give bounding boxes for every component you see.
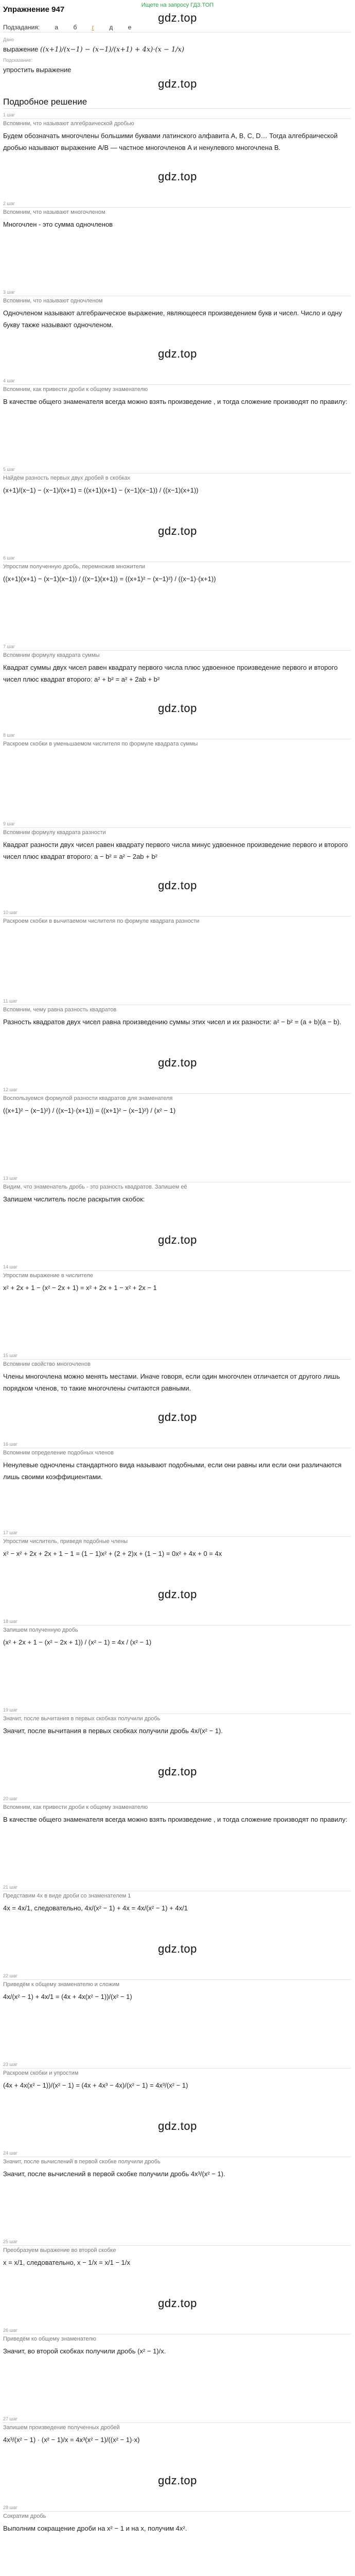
subtask-e[interactable]: е (128, 24, 132, 31)
step-text: Значит, после вычислений в первой скобке получили дробь 4x³/(x² − 1). (3, 2170, 225, 2178)
watermark: gdz.top (158, 702, 197, 715)
step-text: (x+1)/(x−1) − (x−1)/(x+1) = ((x+1)(x+1) − (x−1)(x−1)) / ((x−1)(x+1)) (3, 486, 199, 494)
top-note: Ищете на запросу ГДЗ.ТОП (141, 2, 214, 8)
step-number: 4 шаг (3, 378, 15, 383)
step-caption: Упростим числитель, приведя подобные члены (3, 1538, 128, 1545)
step-caption: Раскроем скобки в вычитаемом числителя по формуле квадрата разности (3, 918, 200, 924)
subtask-b[interactable]: б (73, 24, 77, 31)
step-text: Квадрат суммы двух чисел равен квадрату первого числа плюс удвоенное произведение первого и второго чисел плюс квадрат второго: a² + b² = a² + 2ab + b² (3, 664, 338, 683)
step-text: 4x = 4x/1, следовательно, 4x/(x² − 1) + 4x = 4x/(x² − 1) + 4x/1 (3, 1904, 188, 1912)
step-caption: Вспомним определение подобных членов (3, 1450, 114, 1456)
subtask-a[interactable]: а (55, 24, 59, 31)
step-number: 11 шаг (3, 998, 17, 1004)
step-caption: Вспомним, что называют многочленом (3, 209, 105, 215)
divider (3, 2511, 351, 2512)
step-number: 22 шаг (3, 1973, 18, 1978)
step-caption: Раскроем скобки в уменьшаемом числителя по формуле квадрата суммы (3, 741, 198, 747)
step-number: 26 шаг (3, 2328, 18, 2333)
step-caption: Представим 4x в виде дроби со знаменателем 1 (3, 1893, 131, 1899)
divider (3, 2422, 351, 2423)
watermark: gdz.top (158, 2474, 197, 2487)
step-text: 4x³/(x² − 1) · (x² − 1)/x = 4x³(x² − 1)/((x² − 1)·x) (3, 2436, 140, 2444)
step-text: Одночленом называют алгебраическое выражение, являющееся произведением букв и чисел. Число и одну букву также называют одночленом. (3, 309, 342, 329)
divider (3, 1802, 351, 1803)
step-number: 19 шаг (3, 1707, 18, 1713)
step-number: 6 шаг (3, 555, 15, 561)
divider (3, 118, 351, 119)
given-expression: выражение ((x+1)/(x−1) − (x−1)/(x+1) + 4x)·(x − 1/x) (3, 45, 185, 54)
step-text: Запишем числитель после раскрытия скобок: (3, 1195, 145, 1203)
step-text: Значит, после вычитания в первых скобках получили дробь 4x/(x² − 1). (3, 1727, 223, 1735)
watermark: gdz.top (158, 1233, 197, 1246)
watermark: gdz.top (158, 1942, 197, 1955)
step-text: В качестве общего знаменателя всегда можно взять произведение , и тогда сложение производят по правилу: (3, 1816, 348, 1823)
divider (3, 1359, 351, 1360)
divider (3, 1270, 351, 1271)
step-caption: Значит, после вычислений в первой скобке получили дробь (3, 2159, 161, 2165)
step-text: Ненулевые одночлены стандартного вида называют подобными, если они равны или если они различаются лишь своими коэффициентами. (3, 1461, 342, 1481)
step-number: 8 шаг (3, 733, 15, 738)
watermark: gdz.top (158, 1056, 197, 1069)
divider (3, 827, 351, 828)
subtask-g[interactable]: г (92, 24, 95, 31)
step-number: 2 шаг (3, 201, 15, 206)
step-number: 13 шаг (3, 1176, 18, 1181)
divider (3, 108, 351, 109)
step-text: 4x/(x² − 1) + 4x/1 = (4x + 4x(x² − 1))/(x² − 1) (3, 1993, 132, 2001)
watermark: gdz.top (158, 77, 197, 90)
step-number: 23 шаг (3, 2062, 18, 2067)
step-text: В качестве общего знаменателя всегда можно взять произведение , и тогда сложение производят по правилу: (3, 398, 348, 405)
step-text: ((x+1)² − (x−1)²) / ((x−1)·(x+1)) = ((x+1)² − (x−1)²) / (x² − 1) (3, 1107, 176, 1114)
step-caption: Приведём к общему знаменателю и сложим (3, 1981, 120, 1988)
step-number: 15 шаг (3, 1353, 18, 1358)
subtasks-nav (3, 24, 145, 31)
step-text: Многочлен - это сумма одночленов (3, 221, 113, 228)
given-label: Дано (3, 37, 14, 42)
step-caption: Вспомним, как привести дроби к общему знаменателю (3, 386, 148, 393)
watermark: gdz.top (158, 2297, 197, 2310)
step-text: ((x+1)(x+1) − (x−1)(x−1)) / ((x−1)(x+1)) = ((x+1)² − (x−1)²) / ((x−1)·(x+1)) (3, 575, 216, 583)
page-title: Упражнение 947 (3, 5, 65, 14)
watermark: gdz.top (158, 1588, 197, 1601)
step-caption: Запишем полученную дробь (3, 1627, 78, 1633)
watermark: gdz.top (158, 347, 197, 360)
divider (3, 2245, 351, 2246)
step-caption: Вспомним, как привести дроби к общему знаменателю (3, 1804, 148, 1810)
divider (3, 1979, 351, 1980)
step-caption: Видим, что знаменатель дробь - это разность квадратов. Запишем её (3, 1184, 187, 1190)
divider (3, 1093, 351, 1094)
step-number: 14 шаг (3, 1264, 18, 1269)
step-number: 21 шаг (3, 1885, 18, 1890)
divider (3, 2068, 351, 2069)
step-caption: Преобразуем выражение во второй скобке (3, 2247, 116, 2253)
divider (3, 916, 351, 917)
step-caption: Вспомним, что называют алгебраической дробью (3, 121, 134, 127)
watermark: gdz.top (158, 524, 197, 537)
step-number: 18 шаг (3, 1619, 18, 1624)
step-number: 27 шаг (3, 2416, 18, 2421)
watermark: gdz.top (158, 11, 197, 24)
step-text: Разность квадратов двух чисел равна произведению суммы этих чисел и их разности: a² − b² = (a + b)(a − b). (3, 1018, 342, 1026)
step-caption: Найдём разность первых двух дробей в скобках (3, 475, 131, 481)
step-number: 7 шаг (3, 644, 15, 649)
step-number: 25 шаг (3, 2239, 18, 2244)
divider (3, 650, 351, 651)
step-number: 17 шаг (3, 1530, 18, 1535)
step-number: 20 шаг (3, 1796, 18, 1801)
step-text: (x² + 2x + 1 − (x² − 2x + 1)) / (x² − 1) = 4x / (x² − 1) (3, 1638, 152, 1646)
subtask-d[interactable]: д (109, 24, 113, 31)
step-text: (4x + 4x(x² − 1))/(x² − 1) = (4x + 4x³ − 4x)/(x² − 1) = 4x³/(x² − 1) (3, 2081, 188, 2089)
step-text: x = x/1, следовательно, x − 1/x = x/1 − 1/x (3, 2259, 130, 2266)
step-text: Квадрат разности двух чисел равен квадрату первого числа минус удвоенное произведение первого и второго чисел плюс квадрат второго: a − b² = a² − 2ab + b² (3, 841, 348, 860)
step-text: x² + 2x + 1 − (x² − 2x + 1) = x² + 2x + 1 − x² + 2x − 1 (3, 1284, 157, 1292)
solution-title: Подробное решение (3, 97, 87, 107)
step-text: Выполним сокращение дроби на x² − 1 и на x, получим 4x². (3, 2524, 187, 2532)
step-caption: Вспомним свойство многочленов (3, 1361, 91, 1367)
step-caption: Вспомним, чему равна разность квадратов (3, 1007, 117, 1013)
task-label: Подсказание: (3, 58, 32, 63)
step-number: 24 шаг (3, 2150, 18, 2156)
task-text: упростить выражение (3, 66, 72, 74)
step-caption: Раскроем скобки и упростим (3, 2070, 79, 2076)
step-caption: Запишем произведение полученных дробей (3, 2425, 120, 2431)
divider (3, 384, 351, 385)
step-number: 16 шаг (3, 1442, 18, 1447)
watermark: gdz.top (158, 170, 197, 183)
step-caption: Значит, после вычитания в первых скобках получили дробь (3, 1716, 161, 1722)
step-number: 1 шаг (3, 112, 15, 117)
step-number: 3 шаг (3, 290, 15, 295)
watermark: gdz.top (158, 2120, 197, 2132)
step-text: Члены многочлена можно менять местами. Иначе говоря, если один многочлен отличается от другого лишь порядком членов, то такие многочлены считаются равными. (3, 1372, 340, 1392)
step-caption: Упростим полученную дробь, перемножив множители (3, 564, 146, 570)
watermark: gdz.top (158, 1765, 197, 1778)
step-caption: Приведём ко общему знаменателю (3, 2336, 96, 2342)
watermark: gdz.top (158, 879, 197, 892)
divider (3, 207, 351, 208)
step-number: 5 шаг (3, 467, 15, 472)
divider (3, 1536, 351, 1537)
step-number: 28 шаг (3, 2505, 18, 2510)
subtasks-label: Подзадания: (3, 24, 40, 31)
step-caption: Вспомним формулу квадрата разности (3, 829, 106, 836)
step-caption: Сократим дробь (3, 2513, 46, 2519)
step-text: x² − x² + 2x + 2x + 1 − 1 = (1 − 1)x² + (2 + 2)x + (1 − 1) = 0x² + 4x + 0 = 4x (3, 1550, 222, 1557)
step-number: 9 шаг (3, 821, 15, 826)
step-caption: Упростим выражение в числителе (3, 1273, 93, 1279)
step-caption: Вспомним, что называют одночленом (3, 298, 103, 304)
step-caption: Воспользуемся формулой разности квадратов для знаменателя (3, 1095, 173, 1101)
step-number: 12 шаг (3, 1087, 18, 1092)
watermark: gdz.top (158, 1411, 197, 1423)
step-text: Значит, во второй скобках получили дробь (x² − 1)/x. (3, 2347, 166, 2355)
step-number: 10 шаг (3, 910, 18, 915)
step-text: Будем обозначать многочлены большими буквами латинского алфавита A, B, C, D… Тогда алгебраической дробью называют выражение A/B — частное многочленов A и ненулевого многочлена B. (3, 132, 338, 151)
step-caption: Вспомним формулу квадрата суммы (3, 652, 100, 658)
